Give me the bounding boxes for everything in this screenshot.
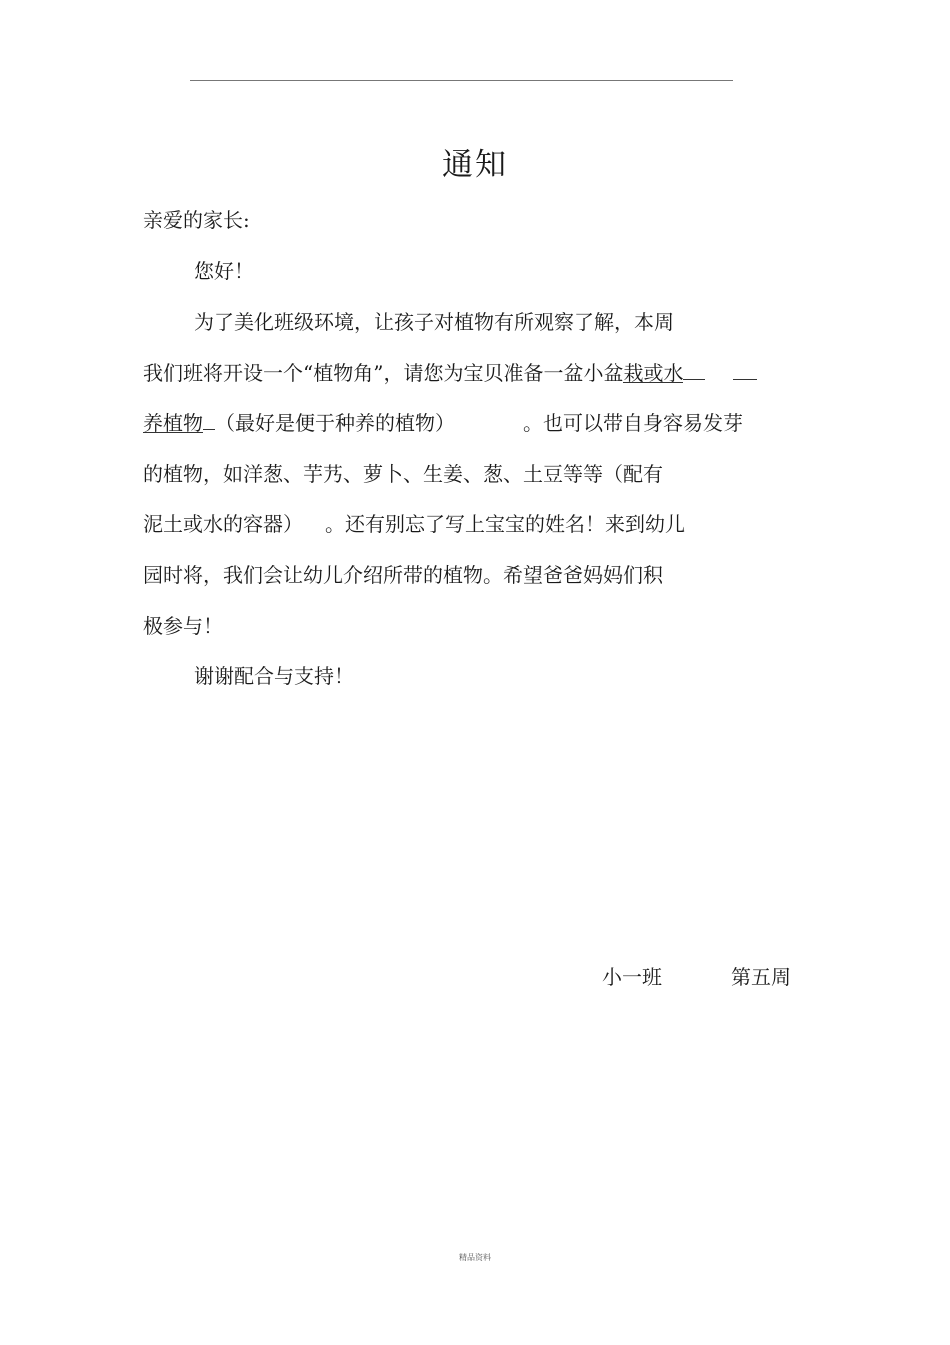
body-line-3 bbox=[143, 408, 743, 438]
body-line-3-note: （最好是便于种养的植物） bbox=[215, 411, 455, 435]
signature-week: 第五周 bbox=[731, 965, 791, 989]
body-line-7: 极参与！ bbox=[143, 614, 223, 638]
body-line-5 bbox=[143, 509, 685, 539]
body-line-3-text: 。也可以带自身容易发芽 bbox=[523, 411, 743, 435]
fill-blank bbox=[683, 361, 705, 380]
page-title: 通知 bbox=[442, 147, 508, 183]
body-line-2 bbox=[143, 358, 757, 388]
body-line-2-text: 我们班将开设一个“植物角”，请您为宝贝准备一盆小盆 bbox=[143, 361, 624, 385]
header-rule bbox=[190, 80, 733, 81]
greeting: 亲爱的家长: bbox=[143, 208, 250, 232]
salutation: 您好！ bbox=[194, 259, 254, 283]
fill-blank bbox=[733, 361, 757, 380]
body-line-5-text: 泥土或水的容器） bbox=[143, 512, 303, 536]
body-line-5-text-b: 。还有别忘了写上宝宝的姓名！来到幼儿 bbox=[325, 512, 685, 536]
underlined-text: 栽或水 bbox=[623, 361, 684, 385]
underlined-text: 养植物 bbox=[143, 411, 203, 435]
closing: 谢谢配合与支持！ bbox=[194, 664, 354, 688]
body-line-4: 的植物，如洋葱、芋艿、萝卜、生姜、葱、土豆等等（配有 bbox=[143, 462, 663, 486]
fill-blank bbox=[203, 411, 215, 430]
body-line-6: 园时将，我们会让幼儿介绍所带的植物。希望爸爸妈妈们积 bbox=[143, 563, 663, 587]
footer-note: 精品资料 bbox=[459, 1253, 491, 1262]
body-line-1: 为了美化班级环境，让孩子对植物有所观察了解，本周 bbox=[194, 310, 674, 334]
signature-class: 小一班 bbox=[602, 965, 662, 989]
